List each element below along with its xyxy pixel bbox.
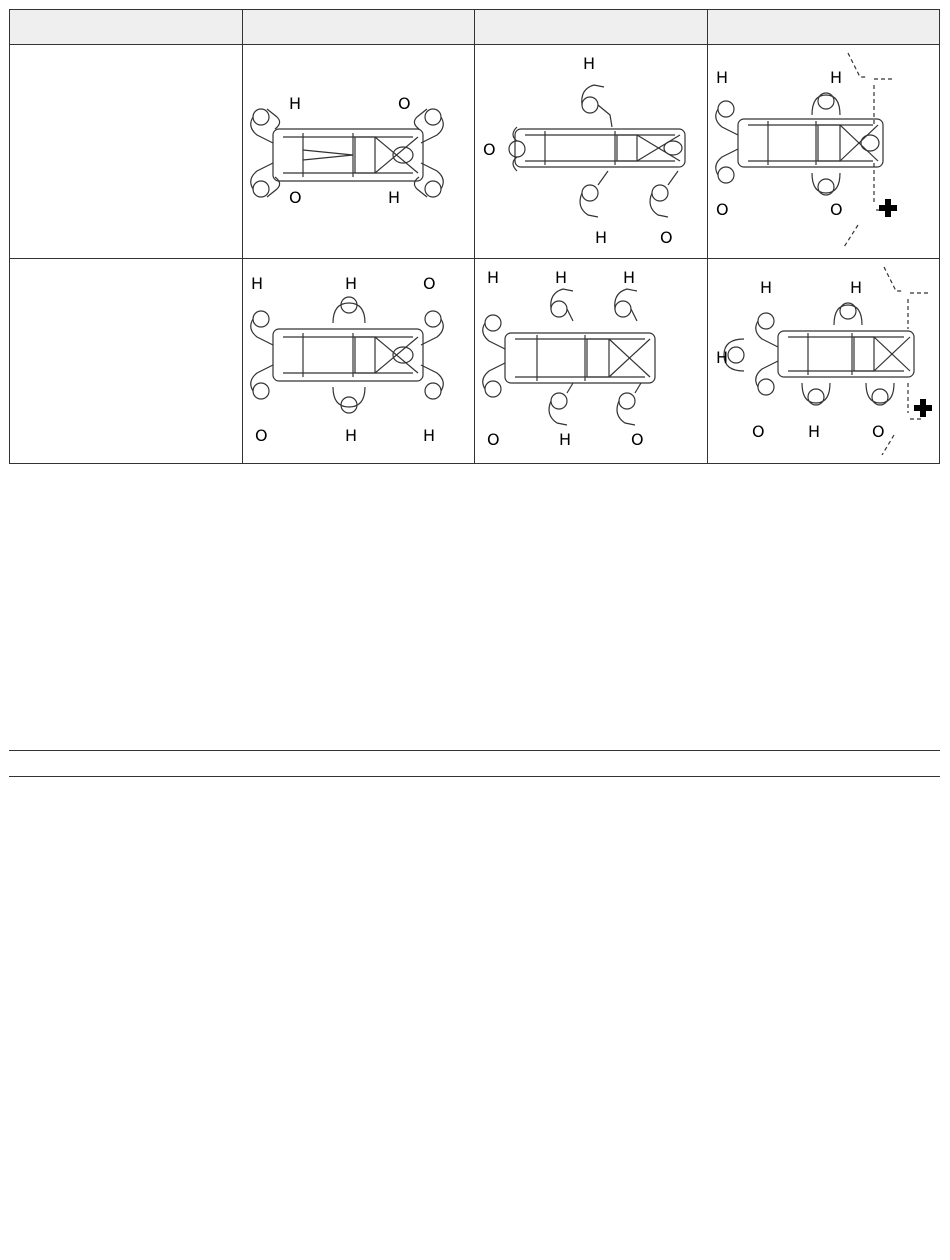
diagram-cell <box>475 45 708 259</box>
person-top-view-icon <box>250 365 272 399</box>
person-top-view-icon <box>421 365 443 399</box>
stretcher-top-view-icon <box>505 333 655 383</box>
person-top-view-icon <box>715 101 737 135</box>
carrier-label: O <box>660 228 673 247</box>
stretcher-diagram-seven-carrier-medic <box>708 259 940 463</box>
header-cell-4 <box>707 10 940 45</box>
header-cell-1 <box>10 10 243 45</box>
carrier-label: O <box>254 425 268 445</box>
person-top-view-icon <box>250 311 272 345</box>
person-top-view-icon <box>812 93 840 115</box>
carrier-label: H <box>559 429 572 449</box>
diagram-cell <box>707 258 940 464</box>
person-top-view-icon <box>333 387 365 413</box>
carrier-label: O <box>288 188 302 207</box>
person-top-view-icon <box>421 311 443 345</box>
person-top-view-icon <box>509 127 525 171</box>
person-top-view-icon <box>715 149 737 183</box>
carrier-label: H <box>487 267 500 287</box>
person-top-view-icon <box>483 315 505 349</box>
carrier-label: H <box>344 273 357 293</box>
row-label-cell <box>10 45 243 259</box>
person-top-view-icon <box>615 289 637 321</box>
carrier-label: H <box>715 347 728 367</box>
carrier-label: H <box>422 425 435 445</box>
person-top-view-icon <box>755 361 777 395</box>
stretcher-top-view-icon <box>273 129 423 181</box>
carrier-label: H <box>623 267 636 287</box>
person-top-view-icon <box>866 383 894 405</box>
carrier-label: H <box>829 68 842 87</box>
person-top-view-icon <box>333 297 365 323</box>
person-top-view-icon <box>549 383 573 425</box>
person-top-view-icon <box>250 109 279 143</box>
diagram-cell <box>242 45 475 259</box>
person-top-view-icon <box>650 171 678 217</box>
stretcher-top-view-icon <box>515 129 685 167</box>
carrier-label: O <box>397 94 411 113</box>
carrier-label: H <box>250 273 263 293</box>
person-top-view-icon <box>802 383 830 405</box>
table-row <box>10 45 940 259</box>
person-top-view-icon <box>582 85 612 127</box>
plus-icon <box>914 399 932 417</box>
diagram-cell <box>242 258 475 464</box>
stretcher-diagram-four-carrier-medic <box>708 45 940 257</box>
stretcher-top-view-icon <box>738 119 883 167</box>
carrier-label: O <box>715 200 729 219</box>
stretcher-diagram-six-carrier-offset <box>475 259 707 463</box>
horizontal-divider <box>9 776 940 777</box>
carrier-label: H <box>715 68 728 87</box>
carrier-label: H <box>759 277 772 297</box>
carrier-label: O <box>829 200 843 219</box>
carrier-label: H <box>807 421 820 441</box>
row-label-cell <box>10 258 243 464</box>
person-top-view-icon <box>414 109 443 143</box>
header-row <box>10 10 940 45</box>
person-top-view-icon <box>414 163 443 197</box>
horizontal-divider <box>9 750 940 751</box>
carrier-label: O <box>631 429 644 449</box>
stretcher-diagram-five-carrier <box>475 45 707 257</box>
person-top-view-icon <box>580 171 608 217</box>
carrier-label: O <box>422 273 436 293</box>
carrier-label: O <box>483 140 496 159</box>
stretcher-diagram-six-carrier <box>243 259 475 463</box>
carrier-label: O <box>751 421 765 441</box>
stretcher-top-view-icon <box>273 329 423 381</box>
person-top-view-icon <box>834 303 862 325</box>
stretcher-diagram-four-carrier <box>243 45 475 257</box>
header-cell-3 <box>475 10 708 45</box>
carrying-positions-table <box>9 9 940 464</box>
carrier-label: H <box>555 267 568 287</box>
carrier-label: H <box>344 425 357 445</box>
header-cell-2 <box>242 10 475 45</box>
plus-icon <box>879 199 897 217</box>
diagram-cell <box>475 258 708 464</box>
table-row <box>10 258 940 464</box>
carrier-label: H <box>583 54 596 73</box>
stretcher-top-view-icon <box>778 331 914 377</box>
carrier-label: H <box>387 188 400 207</box>
diagram-cell <box>707 45 940 259</box>
carrier-label: H <box>849 277 862 297</box>
person-top-view-icon <box>812 173 840 195</box>
carrier-label: O <box>871 421 885 441</box>
person-top-view-icon <box>483 363 505 397</box>
person-top-view-icon <box>617 383 641 425</box>
carrier-label: H <box>288 94 301 113</box>
person-top-view-icon <box>755 313 777 347</box>
carrier-label: O <box>487 429 500 449</box>
carrier-label: H <box>595 228 608 247</box>
person-top-view-icon <box>551 289 573 321</box>
